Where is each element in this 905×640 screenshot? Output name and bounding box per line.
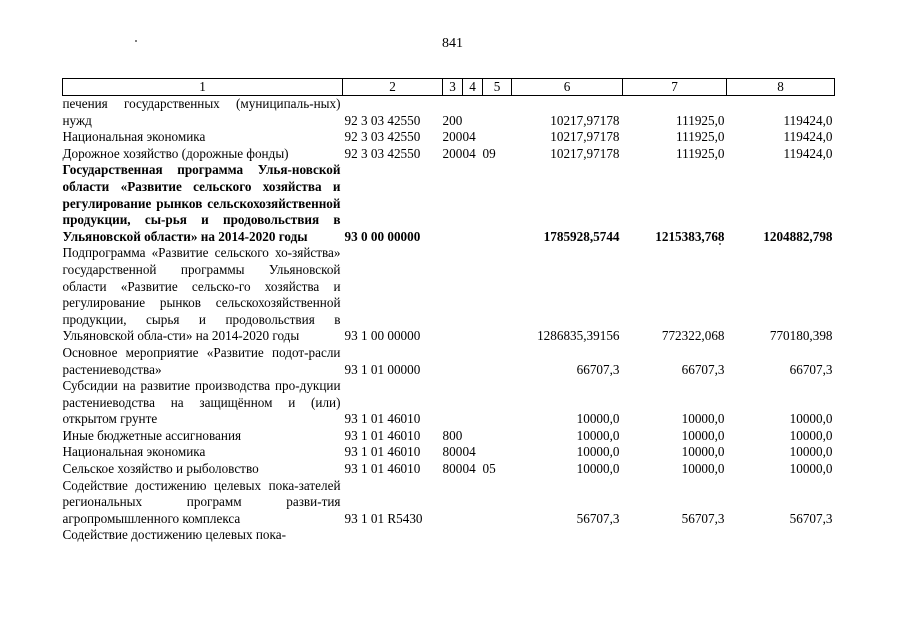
row-name: Иные бюджетные ассигнования bbox=[62, 427, 242, 443]
amount-col7: 10000,0 bbox=[681, 427, 725, 443]
table-header bbox=[63, 79, 835, 96]
table-body bbox=[63, 96, 835, 545]
expense-type bbox=[443, 245, 463, 345]
amount-col8: 10000,0 bbox=[789, 411, 833, 427]
amount-col6: 1286835,39156 bbox=[537, 328, 620, 344]
amount-col8: 10000,0 bbox=[789, 444, 833, 460]
subsection bbox=[483, 245, 512, 345]
section bbox=[463, 96, 483, 130]
section bbox=[463, 245, 483, 345]
budget-code: 93 1 01 46010 bbox=[344, 427, 421, 443]
expense-type: 200 bbox=[442, 129, 463, 145]
amount-col7: 10000,0 bbox=[681, 411, 725, 427]
amount-col6: 56707,3 bbox=[576, 510, 620, 526]
amount-col8: 66707,3 bbox=[789, 361, 833, 377]
subsection bbox=[483, 96, 512, 130]
column-header: 3 bbox=[443, 79, 463, 96]
amount-col7: 772322,068 bbox=[661, 328, 725, 344]
column-header: 2 bbox=[343, 79, 443, 96]
row-name: Содействие достижению целевых пока- bbox=[62, 527, 286, 543]
column-header: 6 bbox=[512, 79, 623, 96]
expense-type: 200 bbox=[442, 112, 463, 128]
page-number: 841 bbox=[442, 36, 463, 51]
expense-type: 800 bbox=[442, 427, 463, 443]
row-name: Национальная экономика bbox=[62, 444, 206, 460]
expense-type bbox=[443, 478, 463, 528]
budget-code: 93 1 01 R5430 bbox=[344, 510, 423, 526]
budget-code: 93 1 01 46010 bbox=[344, 411, 421, 427]
budget-code bbox=[343, 527, 443, 544]
column-header: 5 bbox=[483, 79, 512, 96]
amount-col7: 1215383,768 bbox=[655, 228, 725, 244]
subsection bbox=[483, 478, 512, 528]
table-row bbox=[63, 96, 835, 130]
section bbox=[463, 527, 483, 544]
table-row bbox=[63, 162, 835, 245]
column-header: 8 bbox=[727, 79, 835, 96]
subsection bbox=[483, 162, 512, 245]
budget-code: 92 3 03 42550 bbox=[344, 145, 421, 161]
subsection bbox=[483, 345, 512, 378]
section bbox=[463, 428, 483, 445]
amount-col6: 10000,0 bbox=[576, 411, 620, 427]
column-header: 7 bbox=[623, 79, 727, 96]
section: 04 bbox=[462, 461, 476, 477]
amount-col6: 10217,97178 bbox=[550, 112, 620, 128]
amount-col6: 10217,97178 bbox=[550, 129, 620, 145]
subsection bbox=[483, 527, 512, 544]
table-row bbox=[63, 461, 835, 478]
amount-col8: 119424,0 bbox=[783, 112, 833, 128]
row-name: Содействие достижению целевых пока-зателей региональных программ разви-тия агропромышленного комплекса bbox=[62, 477, 341, 526]
row-name: Дорожное хозяйство (дорожные фонды) bbox=[62, 145, 289, 161]
budget-code: 93 1 01 00000 bbox=[344, 361, 421, 377]
expense-type bbox=[443, 345, 463, 378]
amount-col6: 66707,3 bbox=[576, 361, 620, 377]
expense-type bbox=[443, 527, 463, 544]
amount-col8: 770180,398 bbox=[769, 328, 833, 344]
amount-col7 bbox=[623, 527, 727, 544]
budget-code: 92 3 03 42550 bbox=[344, 129, 421, 145]
expense-type: 200 bbox=[442, 145, 463, 161]
amount-col8: 119424,0 bbox=[783, 129, 833, 145]
amount-col6: 10000,0 bbox=[576, 444, 620, 460]
budget-table bbox=[62, 78, 835, 544]
expense-type bbox=[443, 162, 463, 245]
amount-col7: 66707,3 bbox=[681, 361, 725, 377]
amount-col6 bbox=[512, 527, 623, 544]
amount-col7: 10000,0 bbox=[681, 444, 725, 460]
table-row bbox=[63, 245, 835, 345]
amount-col6: 10000,0 bbox=[576, 427, 620, 443]
amount-col8: 56707,3 bbox=[789, 510, 833, 526]
row-name: Подпрограмма «Развитие сельского хо-зяйства» государственной программы Ульяновской области «Развитие сельско-го хозяйства и регулирование рынков сельскохозяйственной продукции, сырья и продовольствия в Ульяновской обла-сти» на 2014-2020 годы bbox=[62, 245, 341, 344]
column-header: 4 bbox=[463, 79, 483, 96]
section bbox=[463, 378, 483, 428]
table-row bbox=[63, 444, 835, 461]
budget-code: 92 3 03 42550 bbox=[344, 112, 421, 128]
row-name: печения государственных (муниципаль-ных) нужд bbox=[62, 96, 341, 128]
subsection: 05 bbox=[482, 461, 496, 477]
scan-speck bbox=[135, 40, 137, 42]
row-name: Субсидии на развитие производства про-дукции растениеводства на защищённом и (или) открытом грунте bbox=[62, 378, 341, 427]
expense-type: 800 bbox=[442, 444, 463, 460]
subsection bbox=[483, 444, 512, 461]
column-header: 1 bbox=[63, 79, 343, 96]
amount-col7: 56707,3 bbox=[681, 510, 725, 526]
table-row bbox=[63, 129, 835, 146]
budget-code: 93 1 01 46010 bbox=[344, 444, 421, 460]
amount-col6: 1785928,5744 bbox=[543, 228, 620, 244]
amount-col7: 111925,0 bbox=[676, 112, 725, 128]
amount-col7: 10000,0 bbox=[681, 461, 725, 477]
section bbox=[463, 345, 483, 378]
row-name: Сельское хозяйство и рыболовство bbox=[62, 461, 259, 477]
row-name: Основное мероприятие «Развитие подот-расли растениеводства» bbox=[62, 344, 341, 377]
subsection: 09 bbox=[482, 145, 496, 161]
budget-code: 93 1 01 46010 bbox=[344, 461, 421, 477]
expense-type bbox=[443, 378, 463, 428]
section bbox=[463, 478, 483, 528]
table-row bbox=[63, 527, 835, 544]
row-name: Государственная программа Улья-новской области «Развитие сельского хозяйства и регулирование рынков сельскохозяйственной продукции, сы-рья и продовольствия в Ульяновской области» на 2014-2020 годы bbox=[62, 162, 341, 244]
table-row bbox=[63, 378, 835, 428]
amount-col8: 119424,0 bbox=[783, 145, 833, 161]
amount-col7: 111925,0 bbox=[676, 145, 725, 161]
budget-code: 93 1 00 00000 bbox=[344, 328, 421, 344]
row-name: Национальная экономика bbox=[62, 129, 206, 145]
table-row bbox=[63, 146, 835, 163]
budget-code: 93 0 00 00000 bbox=[344, 228, 421, 244]
section bbox=[463, 162, 483, 245]
table-row bbox=[63, 478, 835, 528]
amount-col8: 10000,0 bbox=[789, 461, 833, 477]
amount-col8: 1204882,798 bbox=[763, 228, 833, 244]
amount-col8 bbox=[727, 527, 835, 544]
table-row bbox=[63, 428, 835, 445]
amount-col7: 111925,0 bbox=[676, 129, 725, 145]
amount-col8: 10000,0 bbox=[789, 427, 833, 443]
expense-type: 800 bbox=[442, 461, 463, 477]
subsection bbox=[483, 129, 512, 146]
section: 04 bbox=[462, 444, 476, 460]
subsection bbox=[483, 378, 512, 428]
amount-col6: 10000,0 bbox=[576, 461, 620, 477]
table-row bbox=[63, 345, 835, 378]
amount-col6: 10217,97178 bbox=[550, 145, 620, 161]
section: 04 bbox=[462, 129, 476, 145]
subsection bbox=[483, 428, 512, 445]
section: 04 bbox=[462, 145, 476, 161]
